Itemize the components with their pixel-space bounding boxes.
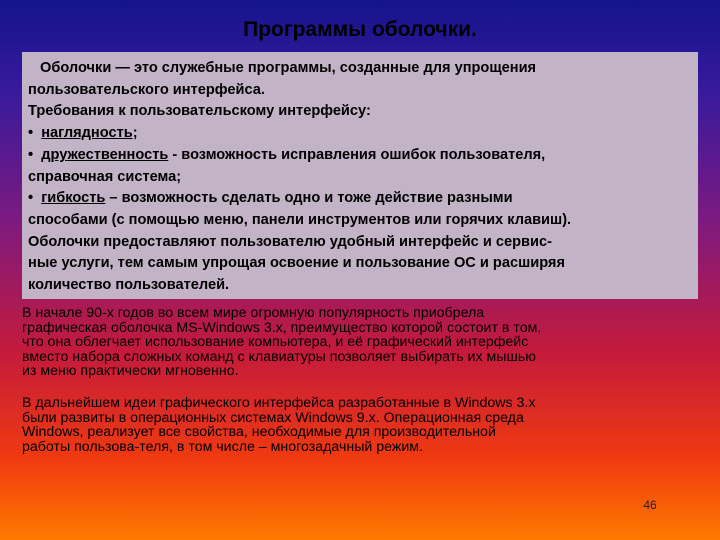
definition-line-2: пользовательского интерфейса. — [28, 81, 265, 98]
slide-title: Программы оболочки. — [243, 18, 477, 41]
bullet-mark: • — [28, 190, 34, 207]
windows-evolution-paragraph — [22, 396, 698, 454]
paragraph-line: вместо набора сложных команд с клавиатуры позволяет выбирать их мышью — [22, 348, 536, 365]
paragraph-line: В начале 90-х годов во всем мире огромную популярность приобрела — [22, 305, 485, 321]
paragraph-line: Windows, реализует все свойства, необходимые для производительной — [22, 424, 496, 441]
paragraph-line: что она облегчает использование компьютера, и её графический интерфейс — [22, 334, 529, 351]
summary-line-1: Оболочки предоставляют пользователю удобный интерфейс и сервис- — [28, 233, 552, 250]
summary-line-3: количество пользователей. — [28, 277, 230, 294]
summary-line-2: ные услуги, тем самым упрощая освоение и пользование ОС и расширяя — [28, 255, 565, 272]
bullet-friendliness — [28, 145, 693, 167]
paragraph-line: были развиты в операционных системах Windows 9.x. Операционная среда — [22, 409, 524, 426]
windows-history-paragraph — [22, 306, 698, 379]
bullet-visibility — [28, 123, 693, 145]
paragraph-line: В дальнейшем идеи графического интерфейса разработанные в Windows 3.x — [22, 395, 536, 411]
bullet-term-friendliness: дружественность — [41, 146, 169, 163]
bullet-mark: • — [28, 125, 34, 142]
page-number: 46 — [643, 498, 657, 512]
requirements-heading: Требования к пользовательскому интерфейсу: — [28, 103, 371, 120]
bullet-mark: • — [28, 146, 34, 163]
paragraph-line: работы пользова-теля, в том числе – многозадачный режим. — [22, 438, 423, 455]
definition-line-1: Оболочки — это служебные программы, созданные для упрощения — [40, 60, 537, 76]
bullet-rest: ; — [132, 125, 138, 142]
paragraph-line: графическая оболочка MS-Windows 3.x, преимущество которой состоит в том, — [22, 319, 542, 336]
bullet-flexibility-cont: способами (с помощью меню, панели инструментов или горячих клавиш). — [28, 211, 572, 228]
requirements-panel — [22, 52, 698, 299]
bullet-rest: - возможность исправления ошибок пользователя, — [168, 146, 546, 163]
bullet-friendliness-cont: справочная система; — [28, 168, 182, 185]
paragraph-line: из меню практически мгновенно. — [22, 363, 239, 380]
bullet-rest: – возможность сделать одно и тоже действие разными — [105, 190, 513, 207]
bullet-term-visibility: наглядность — [41, 125, 133, 142]
bullet-flexibility — [28, 188, 693, 210]
bullet-term-flexibility: гибкость — [41, 190, 106, 207]
